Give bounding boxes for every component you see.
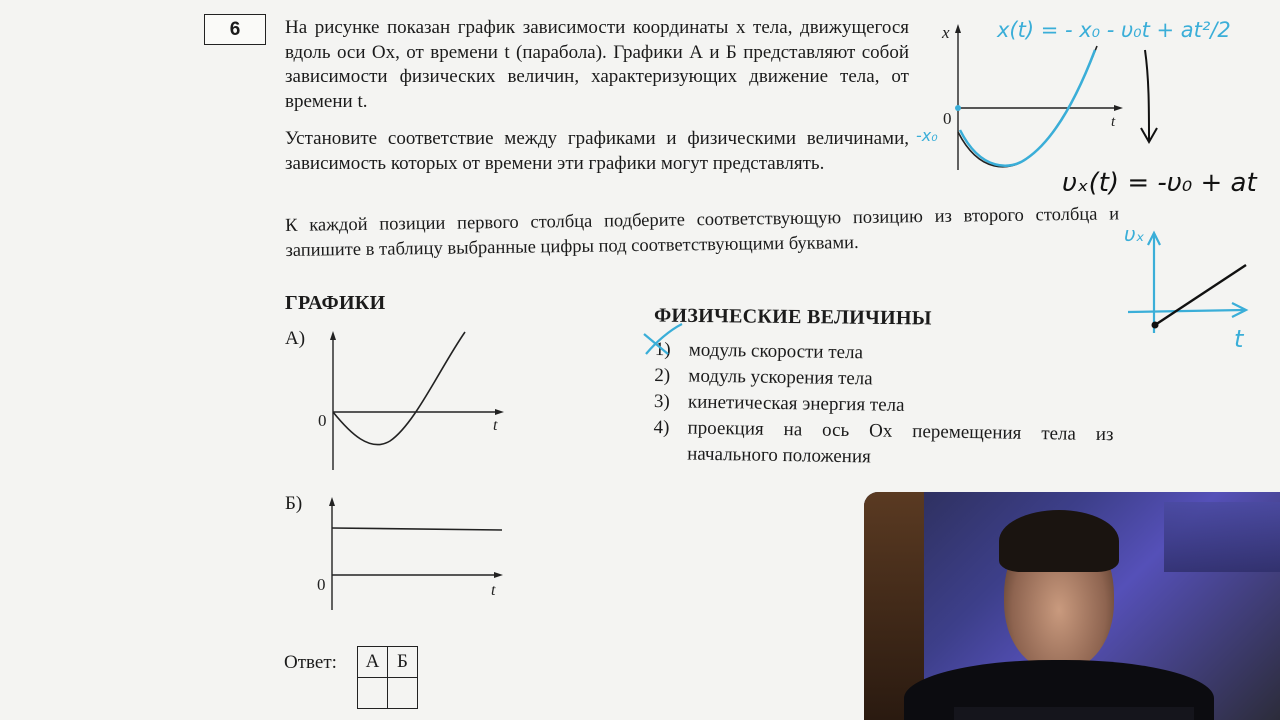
webcam-overlay <box>864 492 1280 720</box>
equation-x-handwritten: x(t) = - x₀ - υ₀t + at²/2 <box>997 18 1231 42</box>
graph-a-origin: 0 <box>318 411 327 430</box>
task-paragraph-3: К каждой позиции первого столбца подберите соответствующую позицию из второго столбца и запишите в таблицу выбранные цифры под соответствующими буквами. <box>285 204 1120 261</box>
webcam-window <box>1164 502 1280 572</box>
t-axis-label-handwritten: t <box>1234 325 1244 353</box>
answer-table <box>357 646 418 709</box>
option-text: модуль ускорения тела <box>688 365 873 390</box>
graph-b-origin: 0 <box>317 575 326 594</box>
main-graph-y-arrow <box>955 24 961 33</box>
main-graph-y-label: x <box>942 23 950 42</box>
graph-a-t-label: t <box>493 417 498 434</box>
cross-out-mark-icon <box>640 320 690 360</box>
graph-b-label: Б) <box>285 493 303 514</box>
graph-b-constant-line <box>332 528 502 530</box>
option-number: 4) <box>653 416 670 439</box>
main-graph-origin: 0 <box>943 109 952 128</box>
vx-sketch-graph <box>1120 215 1270 355</box>
answer-col-a-header: А <box>358 647 388 678</box>
webcam-monitor-edge <box>954 707 1194 720</box>
option-text: проекция на ось Ox перемещения тела из начального положения <box>687 417 1114 468</box>
graphs-heading: ГРАФИКИ <box>285 292 386 314</box>
task-paragraph-2: Установите соответствие между графиками и физическими величинами, зависимость которых от времени эти графики могут представлять. <box>285 128 909 174</box>
derivative-arrow <box>1135 48 1165 148</box>
option-number: 3) <box>653 390 670 413</box>
list-item <box>653 415 1114 474</box>
graph-a <box>310 328 510 478</box>
answer-cell-b[interactable] <box>388 678 418 709</box>
graph-a-curve <box>333 332 465 445</box>
main-graph-x-arrow <box>1114 105 1123 111</box>
t-axis-horizontal <box>1128 310 1244 312</box>
vx-axis-label: υₓ <box>1124 222 1145 246</box>
webcam-person-hair <box>999 510 1119 572</box>
option-number: 1) <box>654 338 671 361</box>
answer-cell-a[interactable] <box>358 678 388 709</box>
task-number: 6 <box>204 14 266 45</box>
main-graph-parabola <box>958 46 1097 167</box>
main-graph-x0-dot <box>955 105 961 111</box>
graph-b-t-label: t <box>491 582 496 599</box>
graph-a-label: А) <box>285 328 306 349</box>
physical-quantities-heading: ФИЗИЧЕСКИЕ ВЕЛИЧИНЫ <box>653 304 932 330</box>
x0-label-handwritten: -x₀ <box>916 126 938 145</box>
graph-b <box>310 494 510 614</box>
answer-col-b-header: Б <box>388 647 418 678</box>
option-number: 2) <box>654 364 671 387</box>
answer-label: Ответ: <box>284 652 337 673</box>
option-text: модуль скорости тела <box>688 339 864 364</box>
physical-quantities-list <box>653 337 1115 474</box>
option-text: кинетическая энергия тела <box>687 391 905 416</box>
equation-v-handwritten: υₓ(t) = -υ₀ + at <box>1062 168 1257 198</box>
main-graph-t-label: t <box>1111 114 1116 130</box>
main-xt-graph <box>925 20 1125 190</box>
task-paragraph-1: На рисунке показан график зависимости координаты x тела, движущегося вдоль оси Ox, от времени t (парабола). Графики А и Б представляют собой зависимости физических величин, характеризующих движение тела, от времени t. <box>285 17 909 112</box>
